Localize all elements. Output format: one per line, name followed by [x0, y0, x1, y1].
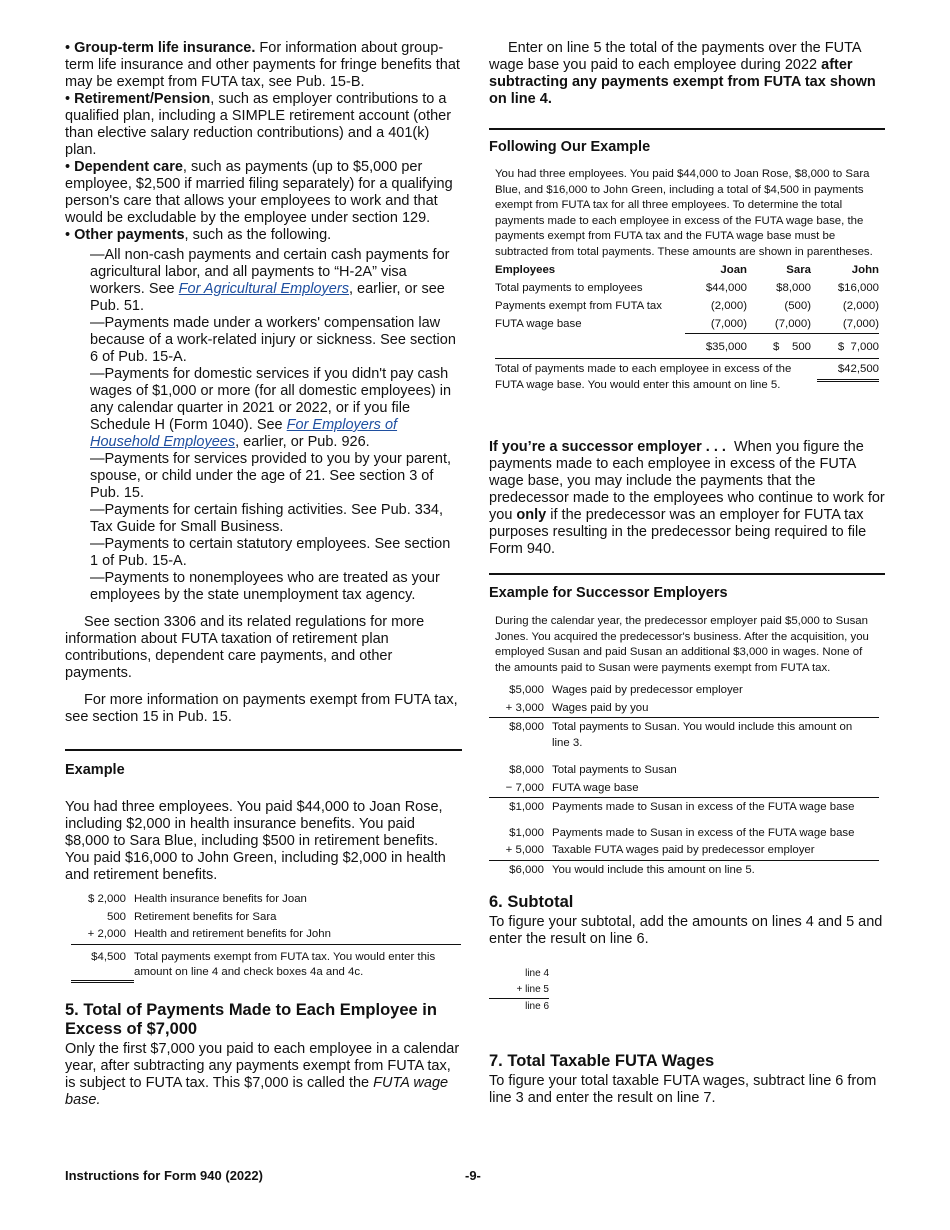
calc-amount: $8,000: [489, 718, 552, 753]
calc-row: [71, 909, 461, 927]
paragraph-more-info: For more information on payments exempt from FUTA tax, see section 15 in Pub. 15.: [65, 692, 458, 725]
cell-john: $16,000: [837, 282, 879, 294]
paragraph-section-3306: See section 3306 and its related regulations for more information about FUTA taxation of retirement plan contributions, dependent care payments, and other payments.: [65, 614, 425, 681]
calc-amount: $4,500: [71, 944, 134, 982]
line5-paragraph: [489, 40, 885, 108]
bullet-group-term: • Group-term life insurance. For information about group-term life insurance and other payments for fringe benefits that may be exempt from FUTA tax, see Pub. 15-B.: [65, 40, 460, 90]
section-5-text-main: Only the first $7,000 you paid to each employee in a calendar year, after subtracting any payments exempt from FUTA tax, is subject to FUTA tax. This $7,000 is called the: [65, 1041, 460, 1091]
calc-label: Health and retirement benefits for John: [134, 928, 331, 940]
line-sum-figure: [489, 966, 549, 1015]
bullet-text: , such as payments (up to $5,000 per employee, $2,500 if married filing separately) for a qualifying person's care that allows your employees to work and that would be excludable by the employee under section 129.: [65, 159, 453, 226]
cell-joan: $35,000: [705, 341, 747, 353]
calc-amount: $ 2,000: [87, 893, 126, 905]
bullet-title: Retirement/Pension: [74, 91, 211, 107]
divider: [65, 749, 462, 751]
section-6-title: 6. Subtotal: [489, 893, 574, 911]
calc-label: Total payments to Susan. You would include this amount on line 3.: [552, 718, 879, 753]
employee-table-header: [495, 261, 879, 279]
calc-amount: − 7,000: [505, 781, 544, 794]
empty-cell: [495, 334, 685, 357]
successor-title: If you’re a successor employer . . .: [489, 439, 726, 455]
left-column: [65, 40, 462, 1109]
subtotal-row: [495, 334, 879, 357]
total-value: $42,500: [817, 362, 879, 382]
bullet-title: Dependent care: [74, 159, 183, 175]
dash-text: , earlier, or Pub. 926.: [235, 434, 370, 450]
cell-john: (2,000): [842, 300, 879, 312]
bullet-text: , such as employer contributions to a qualified plan, including a SIMPLE retirement account (other than elective salary reduction contributions) and a 401(k) plan.: [65, 91, 452, 158]
section-7-title: 7. Total Taxable FUTA Wages: [489, 1052, 715, 1070]
dash-item-nonemployees: —Payments to nonemployees who are treated as your employees by the state unemployment tax agency.: [90, 570, 440, 603]
row-label: FUTA wage base: [495, 318, 582, 331]
bullet-dependent-care: • Dependent care, such as payments (up to $5,000 per employee, $2,500 if married filing separately) for a qualifying person's care that allows your employees to work and that would be excludable by the employee under section 129.: [65, 159, 453, 226]
following-example-title: Following Our Example: [489, 139, 651, 155]
employee-table: [495, 261, 879, 356]
calc-label: Health insurance benefits for Joan: [134, 893, 307, 905]
calc-amount: 500: [106, 910, 126, 923]
table-row: [495, 315, 879, 334]
calc-label: Payments made to Susan in excess of the FUTA wage base: [552, 826, 855, 839]
calc-amount: $1,000: [489, 798, 552, 817]
header-cell: Joan: [720, 264, 747, 276]
example-title: Example: [65, 762, 125, 778]
section-5-text: [65, 1041, 462, 1109]
row-label: Total payments to employees: [495, 282, 643, 294]
cell-sara: (500): [784, 300, 811, 312]
calc-amount: + 3,000: [505, 701, 544, 714]
dash-item-domestic: [65, 366, 462, 451]
calc-label: Wages paid by predecessor employer: [552, 684, 743, 696]
bullet-other-payments: • Other payments, such as the following.: [65, 227, 332, 243]
successor-text: if the predecessor was an employer for FUTA tax purposes resulting in the predecessor being required to file Form 940.: [489, 507, 867, 557]
calc-total-row: [489, 860, 879, 879]
following-example-text: You had three employees. You paid $44,000 to Joan Rose, $8,000 to Sara Blue, and $16,000 to John Green, including a total of $4,500 in payments exempt from FUTA tax for all three employees. To determine the total payments made to each employee in excess of the FUTA wage base, the payments exempt from FUTA tax and the FUTA wage base must be subtracted from total payments. These amounts are shown in parentheses.: [495, 168, 873, 258]
calc-label: Retirement benefits for Sara: [134, 910, 277, 923]
line5-text: Enter on line 5 the total of the payments over the FUTA wage base you paid to each employee during 2022: [489, 40, 861, 73]
dash-item-workers-comp: —Payments made under a workers' compensation law because of a work-related injury or sickness. See section 6 of Pub. 15-A.: [90, 315, 456, 365]
cell-joan: (2,000): [710, 300, 747, 312]
line5-bold-text: after subtracting any payments exempt from FUTA tax shown on line 4.: [489, 57, 876, 107]
header-cell: Employees: [495, 264, 556, 276]
successor-text: When you figure the payments made to each employee in excess of the FUTA wage base, you may include the payments that the predecessor made to the employees who continue to work for you: [489, 439, 889, 523]
bullet-text: For information about group-term life insurance and other payments for fringe benefits that may be exempt from FUTA tax, see Pub. 15-B.: [65, 40, 460, 90]
calc-amount: $8,000: [509, 764, 544, 776]
successor-example-text: During the calendar year, the predecessor employer paid $5,000 to Susan Jones. You acquired the predecessor's business. After the acquisition, you employed Susan and paid Susan an additional $3,000 in wages. None of the amounts paid to Susan were payments exempt from FUTA tax.: [495, 615, 869, 674]
cell-joan: (7,000): [685, 315, 747, 334]
right-column: [489, 40, 889, 1107]
calc-row: [489, 780, 879, 798]
calc-label: You would include this amount on line 5.: [552, 860, 879, 879]
calc-row: [71, 891, 461, 909]
successor-calc-1: [489, 682, 879, 752]
table-row: [495, 297, 879, 315]
table-row: [495, 279, 879, 297]
successor-calc-2: [489, 762, 879, 817]
cell-joan: $44,000: [705, 282, 747, 294]
employee-total-block: [495, 358, 879, 411]
calc-amount: $1,000: [509, 826, 544, 839]
calc-amount: $5,000: [509, 684, 544, 696]
exempt-calc-table: [71, 891, 461, 983]
bullet-title: Group-term life insurance.: [74, 40, 256, 56]
dash-text: —Payments for domestic services if you didn't pay cash wages of $1,000 or more (for all domestic employees) in any calendar quarter in 2021 or 2022, or if you file Schedule H (Form 1040). See: [90, 366, 452, 433]
section-6-text: To figure your subtotal, add the amounts on lines 4 and 5 and enter the result on line 6.: [489, 914, 883, 947]
line-label: line 6: [525, 1001, 549, 1012]
calc-row: [489, 682, 879, 700]
calc-label: Payments made to Susan in excess of the FUTA wage base: [552, 798, 879, 817]
dash-text: —All non-cash payments and certain cash payments for agricultural labor, and all payments to “H-2A” visa workers. See: [90, 247, 450, 297]
calc-row: [489, 762, 879, 780]
successor-only: only: [516, 507, 547, 523]
calc-amount: $6,000: [489, 860, 552, 879]
dash-item-family: —Payments for services provided to you by your parent, spouse, or child under the age of 21. See section 3 of Pub. 15.: [90, 451, 452, 501]
calc-total-row: [489, 798, 879, 817]
successor-paragraph: [489, 439, 889, 558]
calc-row: [489, 842, 879, 860]
section-7-text: To figure your total taxable FUTA wages, subtract line 6 from line 3 and enter the result on line 7.: [489, 1073, 877, 1106]
successor-example-title: Example for Successor Employers: [489, 585, 728, 601]
cell-john: (7,000): [811, 315, 879, 334]
calc-amount: + 5,000: [505, 844, 544, 856]
divider: [489, 128, 885, 130]
calc-label: FUTA wage base: [552, 781, 639, 794]
calc-label: Wages paid by you: [552, 701, 649, 714]
calc-total-row: [489, 718, 879, 753]
row-label: Payments exempt from FUTA tax: [495, 300, 662, 312]
bullet-title: Other payments: [74, 227, 185, 243]
calc-row: [71, 926, 461, 944]
section-5-title: 5. Total of Payments Made to Each Employee in Excess of $7,000: [65, 1001, 437, 1038]
link-household-employees[interactable]: For Employers of Household Employees: [90, 417, 398, 450]
calc-label: Total payments exempt from FUTA tax. You would enter this amount on line 4 and check boxes 4a and 4c.: [134, 944, 461, 982]
calc-amount: + 2,000: [87, 928, 126, 940]
cell-sara: $8,000: [776, 282, 811, 294]
cell-sara: (7,000): [747, 315, 811, 334]
total-label: Total of payments made to each employee in excess of the FUTA wage base. You would enter this amount on line 5.: [495, 363, 792, 391]
link-agricultural-employers[interactable]: For Agricultural Employers: [178, 281, 349, 297]
calc-row: [489, 825, 879, 843]
cell-john: $ 7,000: [837, 341, 879, 353]
line-label: + line 5: [489, 982, 549, 999]
header-cell: John: [851, 264, 879, 276]
dash-item-agricultural: [65, 247, 462, 315]
divider: [489, 573, 885, 575]
successor-calc-3: [489, 825, 879, 880]
dash-text: , earlier, or see Pub. 51.: [90, 281, 445, 314]
calc-label: Taxable FUTA wages paid by predecessor employer: [552, 844, 815, 856]
calc-label: Total payments to Susan: [552, 764, 677, 776]
cell-sara: $ 500: [773, 341, 811, 353]
dash-item-fishing: —Payments for certain fishing activities. See Pub. 334, Tax Guide for Small Business.: [90, 502, 444, 535]
line-label: line 4: [525, 968, 549, 979]
bullet-text: , such as the following.: [184, 227, 332, 243]
dash-item-statutory: —Payments to certain statutory employees. See section 1 of Pub. 15-A.: [90, 536, 451, 569]
calc-total-row: [71, 944, 461, 982]
example-text: You had three employees. You paid $44,000 to Joan Rose, including $2,000 in health insurance benefits. You paid $8,000 to Sara Blue, including $500 in retirement benefits. You paid $16,000 to John Green, including $2,000 in health and retirement benefits.: [65, 799, 446, 883]
bullet-retirement: • Retirement/Pension, such as employer contributions to a qualified plan, including a SIMPLE retirement account (other than elective salary reduction contributions) and a 401(k) plan.: [65, 91, 452, 158]
section-5-text-em: FUTA wage base.: [65, 1075, 449, 1108]
footer-title: Instructions for Form 940 (2022): [65, 1168, 263, 1183]
header-cell: Sara: [786, 264, 811, 276]
page-number: -9-: [465, 1168, 481, 1183]
calc-row: [489, 700, 879, 718]
